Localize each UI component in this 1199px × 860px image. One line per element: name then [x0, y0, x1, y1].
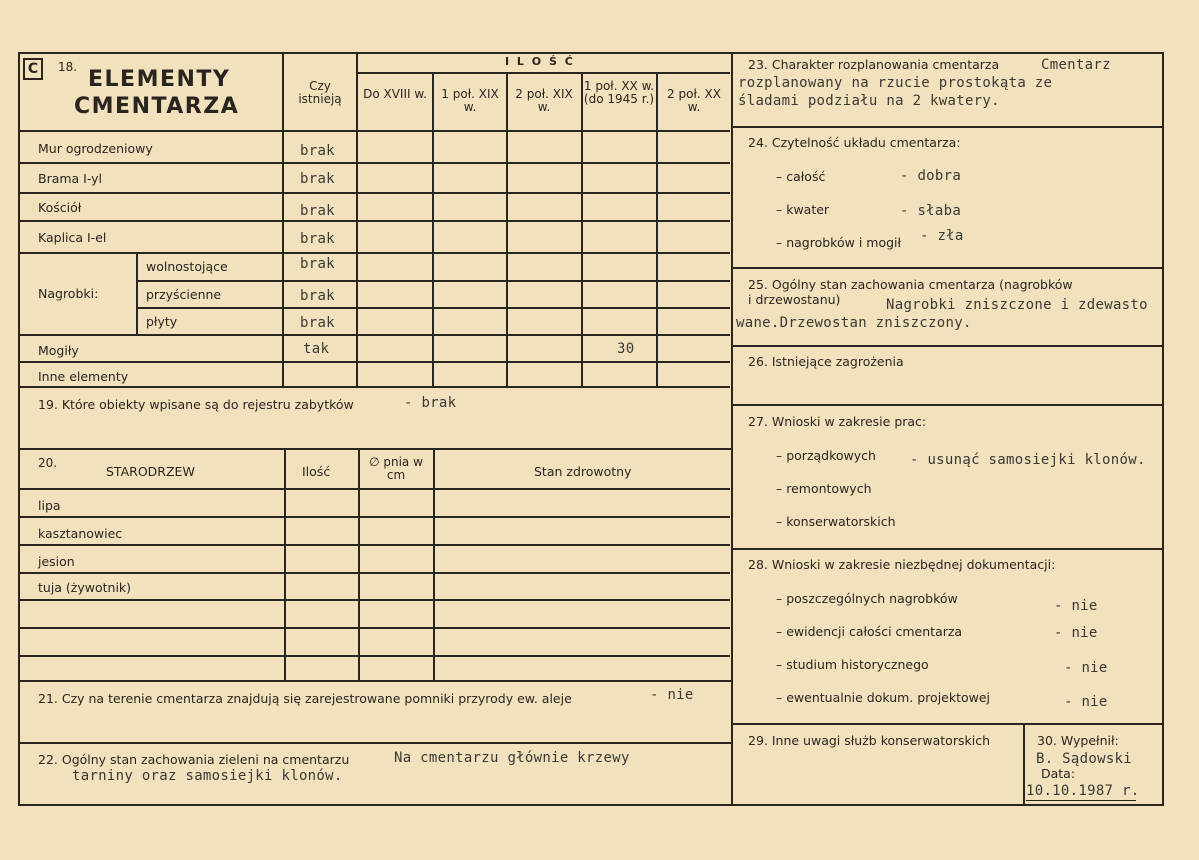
element-row-value: brak	[300, 171, 335, 187]
card-letter-box: C	[23, 58, 43, 80]
rule	[733, 723, 1163, 725]
works-item-label: – porządkowych	[776, 448, 876, 463]
section-23-value-line1: Cmentarz	[1041, 57, 1111, 73]
rule	[20, 386, 730, 388]
rule	[20, 680, 732, 682]
element-row-value: brak	[300, 143, 335, 159]
rule	[284, 450, 286, 680]
rule	[20, 130, 730, 132]
element-row-value: tak	[303, 341, 330, 357]
element-row-label: wolnostojące	[146, 259, 228, 274]
rule	[20, 627, 730, 629]
element-row-value: brak	[300, 231, 335, 247]
section-23-value-line2: rozplanowany na rzucie prostokąta ze	[738, 75, 1053, 91]
rule	[358, 450, 360, 680]
section-24-label: 24. Czytelność układu cmentarza:	[748, 135, 961, 150]
section-21-value: - nie	[650, 687, 694, 703]
rule	[20, 334, 730, 336]
column-divider	[731, 54, 733, 804]
period-header: 1 poł. XIX w.	[441, 87, 499, 114]
rule	[20, 220, 730, 222]
documentation-item-label: – studium historycznego	[776, 657, 929, 672]
section-18-number: 18.	[58, 60, 78, 74]
documentation-item-label: – ewidencji całości cmentarza	[776, 624, 963, 639]
period-header: 2 poł. XIX w.	[515, 87, 573, 114]
element-row-label: płyty	[146, 314, 178, 329]
element-row-value: brak	[300, 288, 335, 304]
tree-row-label: jesion	[38, 554, 75, 569]
rule	[1023, 724, 1025, 804]
rule	[733, 404, 1163, 406]
legibility-item-label: – nagrobków i mogił	[776, 235, 902, 250]
section-22-value-line1: Na cmentarzu głównie krzewy	[394, 750, 630, 766]
rule	[20, 488, 730, 490]
element-row-value: brak	[300, 203, 335, 219]
documentation-item-value: - nie	[1054, 625, 1098, 641]
element-row-label: przyścienne	[146, 287, 222, 302]
rule	[20, 572, 730, 574]
element-row-label: Brama I-yl	[38, 171, 103, 186]
rule	[20, 544, 730, 546]
element-row-value: brak	[300, 256, 335, 272]
section-29-label: 29. Inne uwagi służb konserwatorskich	[748, 733, 990, 748]
tree-row-label: kasztanowiec	[38, 526, 123, 541]
tree-diameter-header: ∅ pnia w cm	[369, 455, 423, 482]
legibility-item-value: - zła	[920, 228, 964, 244]
element-row-label: Kaplica I-el	[38, 230, 107, 245]
section-20-title: STARODRZEW	[106, 464, 195, 479]
element-row-label: Mogiły	[38, 343, 79, 358]
tree-qty-header: Ilość	[302, 464, 331, 479]
exists-column-header: Czy istnieją	[298, 79, 342, 106]
rule	[656, 72, 658, 387]
element-row-label: Kościół	[38, 200, 82, 215]
legibility-item-label: – całość	[776, 169, 826, 184]
section-22-value-line2: tarniny oraz samosiejki klonów.	[72, 768, 343, 784]
period-header: 1 poł. XX w. (do 1945 r.)	[583, 79, 655, 106]
documentation-item-value: - nie	[1064, 660, 1108, 676]
rule	[20, 742, 732, 744]
rule	[581, 72, 583, 387]
section-26-label: 26. Istniejące zagrożenia	[748, 354, 904, 369]
section-23-label: 23. Charakter rozplanowania cmentarza	[748, 57, 1000, 72]
date-underline	[1026, 800, 1136, 801]
rule	[432, 72, 434, 387]
works-item-label: – remontowych	[776, 481, 872, 496]
tree-row-label: lipa	[38, 498, 61, 513]
rule	[20, 162, 730, 164]
period-header: 2 poł. XX w.	[667, 87, 721, 114]
section-27-label: 27. Wnioski w zakresie prac:	[748, 414, 927, 429]
section-25-label-line2: i drzewostanu)	[748, 292, 841, 307]
works-item-value: - usunąć samosiejki klonów.	[910, 452, 1146, 468]
quantity-header: I L O Ś Ć	[505, 55, 575, 68]
section-18-title-line2: CMENTARZA	[74, 94, 240, 119]
section-21-label: 21. Czy na terenie cmentarza znajdują się zarejestrowane pomniki przyrody ew. aleje	[38, 691, 572, 706]
rule	[20, 361, 730, 363]
graves-count: 30	[617, 341, 635, 357]
rule	[136, 252, 138, 334]
section-19-label: 19. Które obiekty wpisane są do rejestru zabytków	[38, 397, 354, 412]
rule	[506, 72, 508, 387]
rule	[20, 516, 730, 518]
section-25-value-line2: wane.Drzewostan zniszczony.	[736, 315, 972, 331]
date-label: Data:	[1041, 766, 1076, 781]
element-row-value: brak	[300, 315, 335, 331]
rule	[20, 655, 730, 657]
rule	[20, 448, 732, 450]
nagrobki-label: Nagrobki:	[38, 286, 99, 301]
tree-health-header: Stan zdrowotny	[534, 464, 632, 479]
documentation-item-value: - nie	[1054, 598, 1098, 614]
rule	[358, 72, 730, 74]
filled-by-name: B. Sądowski	[1036, 751, 1133, 767]
legibility-item-label: – kwater	[776, 202, 830, 217]
rule	[733, 267, 1163, 269]
section-19-value: - brak	[404, 395, 457, 411]
section-22-label: 22. Ogólny stan zachowania zieleni na cmentarzu	[38, 752, 350, 767]
section-30-label: 30. Wypełnił:	[1037, 733, 1119, 748]
section-25-label-line1: 25. Ogólny stan zachowania cmentarza (nagrobków	[748, 277, 1073, 292]
element-row-label: Mur ogrodzeniowy	[38, 141, 153, 156]
section-18-title-line1: ELEMENTY	[88, 67, 231, 92]
section-20-number: 20.	[38, 456, 58, 470]
date-value: 10.10.1987 r.	[1026, 783, 1140, 799]
section-25-value-line1: Nagrobki zniszczone i zdewasto	[886, 297, 1148, 313]
documentation-item-label: – poszczególnych nagrobków	[776, 591, 958, 606]
rule	[733, 126, 1163, 128]
rule	[733, 345, 1163, 347]
rule	[433, 450, 435, 680]
legibility-item-value: - dobra	[900, 168, 962, 184]
rule	[282, 54, 284, 387]
rule	[20, 192, 730, 194]
legibility-item-value: - słaba	[900, 203, 962, 219]
tree-row-label: tuja (żywotnik)	[38, 580, 132, 595]
rule	[20, 252, 730, 254]
rule	[356, 54, 358, 387]
period-header: Do XVIII w.	[363, 87, 427, 101]
works-item-label: – konserwatorskich	[776, 514, 896, 529]
element-row-label: Inne elementy	[38, 369, 129, 384]
documentation-item-value: - nie	[1064, 694, 1108, 710]
section-28-label: 28. Wnioski w zakresie niezbędnej dokumentacji:	[748, 557, 1056, 572]
section-23-value-line3: śladami podziału na 2 kwatery.	[738, 93, 1000, 109]
rule	[20, 599, 730, 601]
documentation-item-label: – ewentualnie dokum. projektowej	[776, 690, 991, 705]
rule	[733, 548, 1163, 550]
